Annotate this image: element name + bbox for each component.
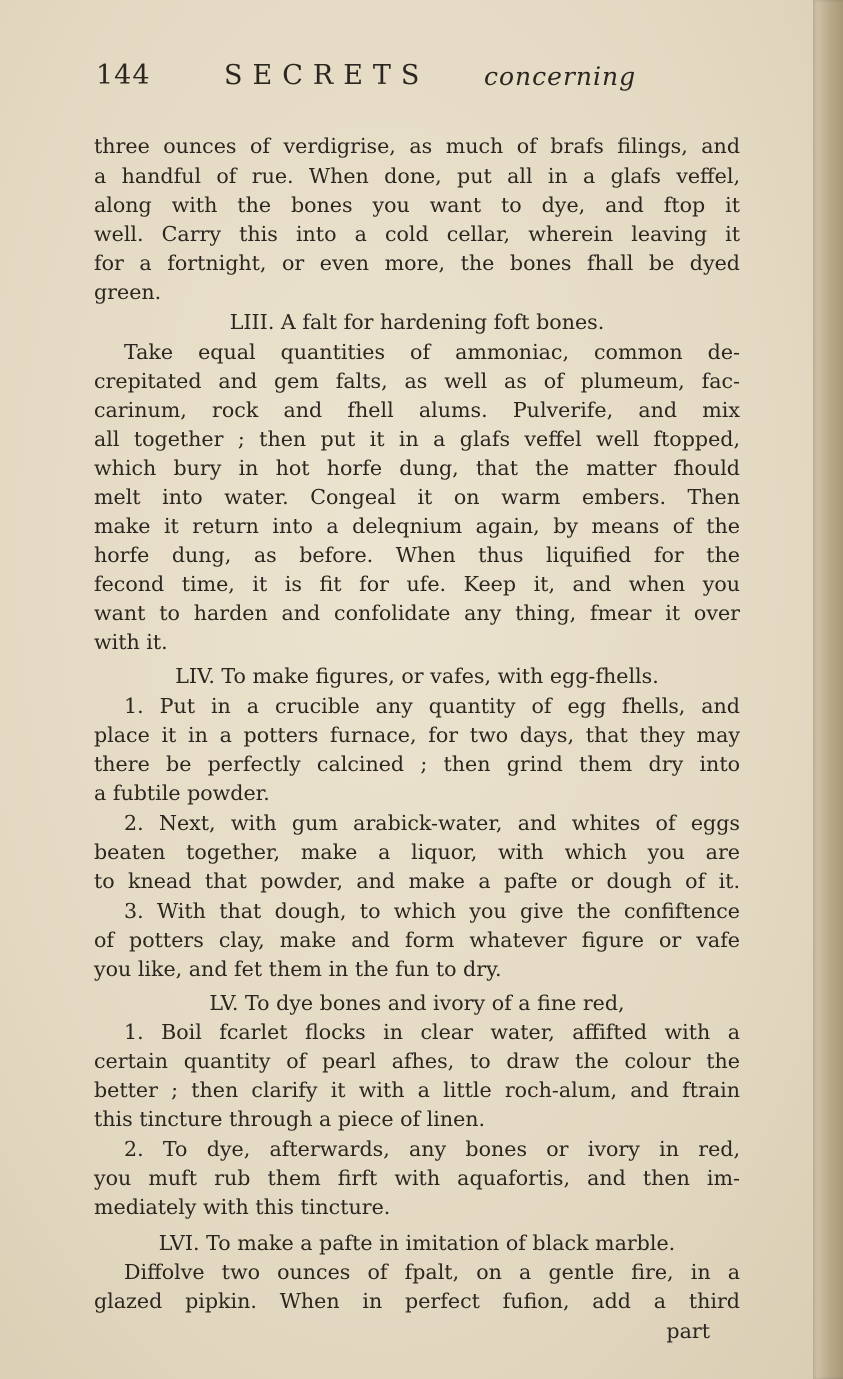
text-line: fecond time, it is fit for ufe. Keep it, and when you [94, 572, 740, 596]
text-line: mediately with this tincture. [94, 1195, 391, 1219]
text-line: beaten together, make a liquor, with which you are [94, 840, 740, 864]
section-heading: LV. To dye bones and ivory of a fine red, [209, 991, 625, 1015]
text-line: crepitated and gem falts, as well as of plumeum, fac- [94, 369, 740, 393]
text-line: along with the bones you want to dye, and ftop it [94, 193, 740, 217]
section-heading: LVI. To make a pafte in imitation of black marble. [158, 1231, 676, 1255]
text-line: green. [94, 280, 162, 304]
text-line: 1. Boil fcarlet flocks in clear water, affifted with a [124, 1020, 740, 1044]
text-line: all together ; then put it in a glafs veffel well ftopped, [94, 427, 740, 451]
text-line: make it return into a deleqnium again, by means of the [94, 514, 740, 538]
text-line: want to harden and confolidate any thing, fmear it over [94, 601, 740, 625]
text-line: melt into water. Congeal it on warm embers. Then [94, 485, 740, 509]
text-line: a fubtile powder. [94, 781, 270, 805]
text-line: 1. Put in a crucible any quantity of egg fhells, and [124, 694, 740, 718]
text-line: you like, and fet them in the fun to dry. [94, 957, 502, 981]
section-heading: LIII. A falt for hardening foft bones. [229, 310, 605, 334]
text-line: 2. Next, with gum arabick-water, and whites of eggs [124, 811, 740, 835]
text-line: you muft rub them firft with aquafortis, and then im- [94, 1166, 740, 1190]
catchword: part [666, 1319, 710, 1343]
text-line: 2. To dye, afterwards, any bones or ivory in red, [124, 1137, 740, 1161]
running-header [96, 58, 656, 102]
page-edge [813, 0, 843, 1379]
text-line: place it in a potters furnace, for two days, that they may [94, 723, 740, 747]
text-line: a handful of rue. When done, put all in a glafs veffel, [94, 164, 740, 188]
text-line: of potters clay, make and form whatever figure or vafe [94, 928, 740, 952]
text-line: horfe dung, as before. When thus liquified for the [94, 543, 740, 567]
text-line: Take equal quantities of ammoniac, common de- [124, 340, 740, 364]
text-line: well. Carry this into a cold cellar, wherein leaving it [94, 222, 740, 246]
text-line: this tincture through a piece of linen. [94, 1107, 486, 1131]
text-line: with it. [94, 630, 168, 654]
text-line: carinum, rock and fhell alums. Pulverife, and mix [94, 398, 740, 422]
text-line: better ; then clarify it with a little roch-alum, and ftrain [94, 1078, 740, 1102]
text-line: which bury in hot horfe dung, that the matter fhould [94, 456, 740, 480]
page-number: 144 [96, 60, 151, 91]
text-line: three ounces of verdigrise, as much of brafs filings, and [94, 134, 740, 158]
text-line: glazed pipkin. When in perfect fufion, add a third [94, 1289, 740, 1313]
text-line: certain quantity of pearl afhes, to draw the colour the [94, 1049, 740, 1073]
text-line: for a fortnight, or even more, the bones fhall be dyed [94, 251, 740, 275]
text-line: there be perfectly calcined ; then grind them dry into [94, 752, 740, 776]
running-title-italic: concerning [484, 62, 637, 91]
section-heading: LIV. To make figures, or vafes, with egg-fhells. [175, 664, 659, 688]
text-line: to knead that powder, and make a pafte or dough of it. [94, 869, 740, 893]
running-title: SECRETS [224, 60, 430, 91]
text-line: 3. With that dough, to which you give the confiftence [124, 899, 740, 923]
text-line: Diffolve two ounces of fpalt, on a gentle fire, in a [124, 1260, 740, 1284]
